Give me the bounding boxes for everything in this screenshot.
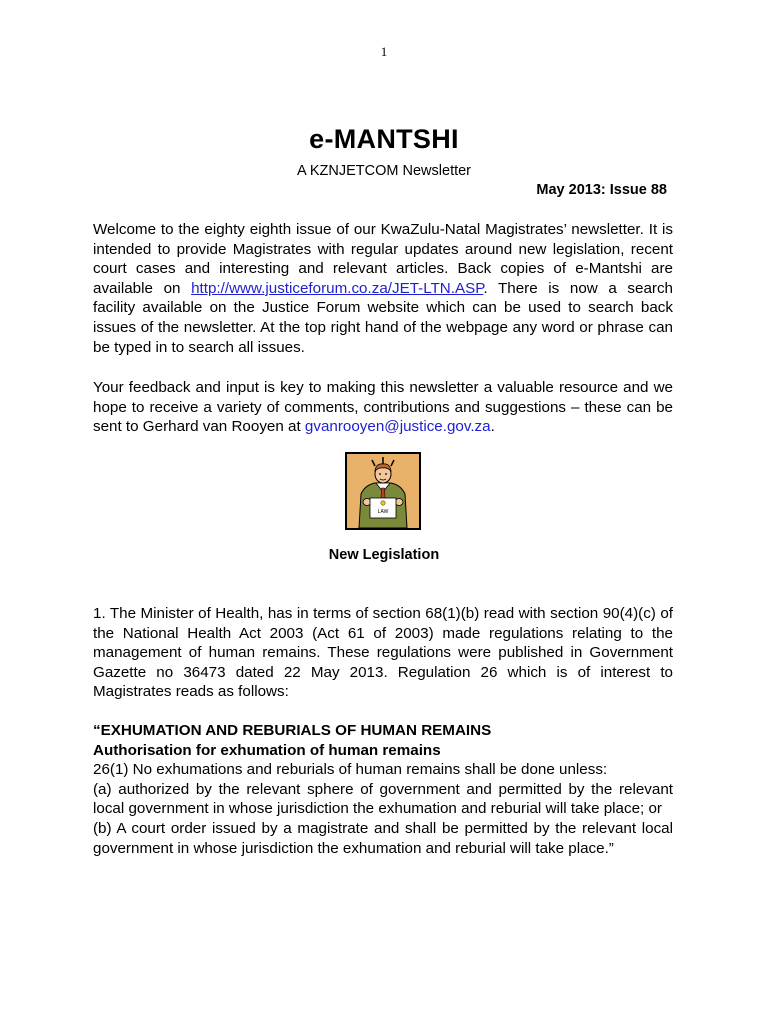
quote-heading: “EXHUMATION AND REBURIALS OF HUMAN REMAINS	[93, 722, 492, 739]
intro-text-end: . There is now a search facility available on the Justice Forum website which can be used to search back issues of the newsletter. At the top right hand of the webpage any word or phrase can be typed in to search all issues.	[93, 279, 673, 356]
issue-date: May 2013: Issue 88	[536, 182, 667, 198]
sign-text: LAW	[377, 509, 389, 515]
feedback-text: Your feedback and input is key to making this newsletter a valuable resource and we hope to receive a variety of comments, contributions and suggestions – these can be sent to Gerhard van Rooyen at	[93, 379, 673, 436]
page-number: 1	[380, 44, 388, 59]
newsletter-subtitle: A KZNJETCOM Newsletter	[296, 163, 472, 179]
feedback-email-link[interactable]: gvanrooyen@justice.gov.za	[304, 418, 491, 436]
quote-subheading: Authorisation for exhumation of human remains	[93, 741, 441, 759]
regulation-quote	[93, 721, 673, 858]
back-copies-link[interactable]: http://www.justiceforum.co.za/JET-LTN.ASP	[191, 279, 484, 297]
feedback-paragraph	[93, 378, 673, 437]
quote-line: 26(1) No exhumations and reburials of human remains shall be done unless:	[93, 761, 608, 779]
newsletter-title: e-MANTSHI	[309, 124, 459, 154]
man-holding-law-sign-icon	[345, 452, 421, 530]
quote-item-a: (a) authorized by the relevant sphere of government and permitted by the relevant local government in whose jurisdiction the exhumation and reburial will take place; or	[93, 780, 673, 818]
section-heading: New Legislation	[328, 547, 440, 563]
feedback-text-end: .	[490, 418, 495, 436]
intro-text-start: Welcome to the eighty eighth issue of our KwaZulu-Natal Magistrates’ newsletter. It is intended to provide Magistrates with regular updates around new legislation, recent court cases and interesting and relevant articles. Back copies of e-Mantshi are available on	[93, 221, 673, 297]
intro-paragraph	[93, 220, 673, 357]
quote-item-b: (b) A court order issued by a magistrate and shall be permitted by the relevant local government in whose jurisdiction the exhumation and reburial will take place.”	[93, 819, 673, 857]
legislation-paragraph: 1. The Minister of Health, has in terms of section 68(1)(b) read with section 90(4)(c) of the National Health Act 2003 (Act 61 of 2003) made regulations relating to the management of human remains. These regulations were published in Government Gazette no 36473 dated 22 May 2013. Regulation 26 which is of interest to Magistrates reads as follows:	[93, 605, 673, 701]
